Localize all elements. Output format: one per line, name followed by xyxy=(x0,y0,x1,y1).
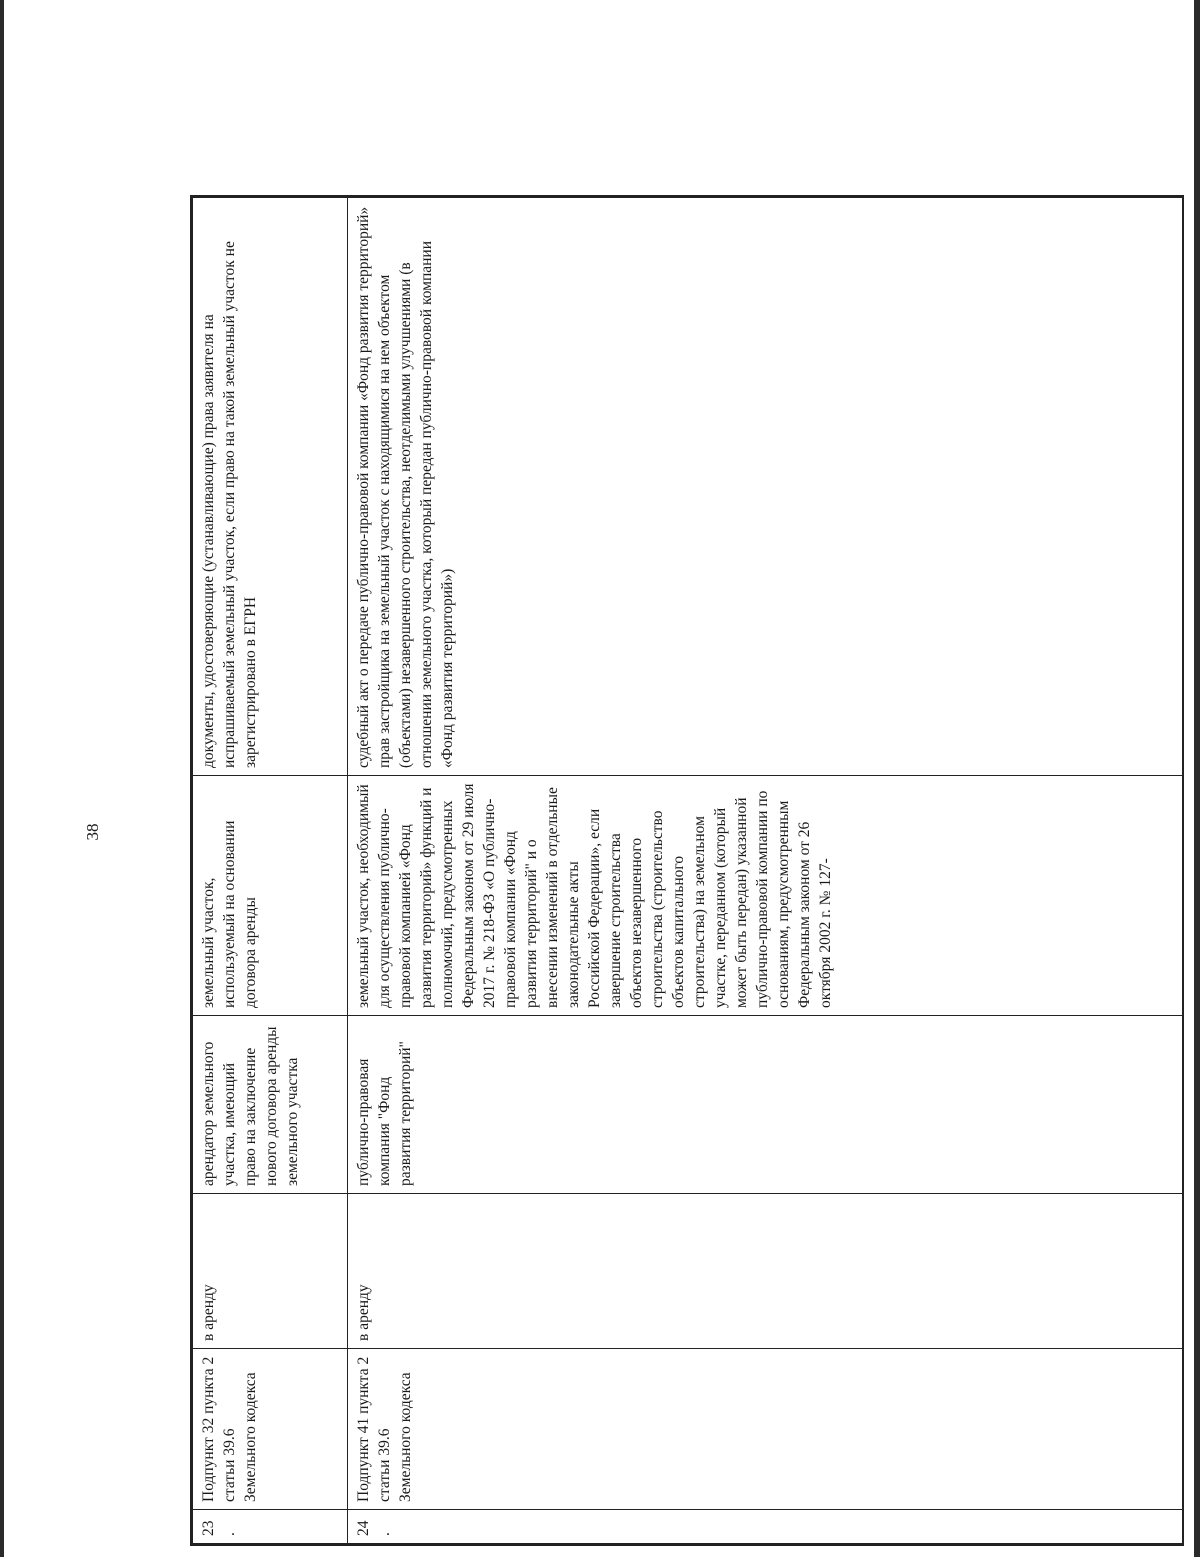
land-plot-provision-table xyxy=(192,197,1183,1544)
legal-basis-cell: Подпункт 32 пункта 2 статьи 39.6 Земельного кодекса xyxy=(193,1349,348,1510)
eligible-person-cell: арендатор земельного участка, имеющий право на заключение нового договора аренды земельного участка xyxy=(193,1016,348,1194)
table-row xyxy=(348,198,1183,1544)
provision-type-cell: в аренду xyxy=(348,1194,1183,1349)
document-table-frame xyxy=(190,195,1184,1546)
land-plot-cell: земельный участок, используемый на основании договора аренды xyxy=(193,776,348,1016)
required-documents-cell: судебный акт о передаче публично-правовой компании «Фонд развития территорий» прав застройщика на земельный участок с находящимися на нем объектом (объектами) незавершенного строительства, неотделимыми улучшениями (в отношении земельного участка, который передан публично-правовой компании «Фонд развития территорий») xyxy=(348,198,1183,776)
page-number: 38 xyxy=(83,823,102,841)
row-number-cell: 23. xyxy=(193,1510,348,1544)
land-plot-cell: земельный участок, необходимый для осуществления публично-правовой компанией «Фонд развития территорий» функций и полномочий, предусмотренных Федеральным законом от 29 июля 2017 г. № 218-ФЗ «О публично-правовой компании «Фонд развития территорий" и о внесении изменений в отдельные законодательные акты Российской Федерации», если завершение строительства объектов незавершенного строительства (строительство объектов капитального строительства) на земельном участке, переданном (который может быть передан) указанной публично-правовой компании по основаниям, предусмотренным Федеральным законом от 26 октября 2002 г. № 127- xyxy=(348,776,1183,1016)
row-number-cell: 24. xyxy=(348,1510,1183,1544)
scan-border-left xyxy=(0,0,4,1557)
required-documents-cell: документы, удостоверяющие (устанавливающие) права заявителя на испрашиваемый земельный участок, если право на такой земельный участок не зарегистрировано в ЕГРН xyxy=(193,198,348,776)
legal-basis-cell: Подпункт 41 пункта 2 статьи 39.6 Земельного кодекса xyxy=(348,1349,1183,1510)
rotated-table-container xyxy=(192,197,1182,1544)
table-row xyxy=(193,198,348,1544)
eligible-person-cell: публично-правовая компания "Фонд развития территорий" xyxy=(348,1016,1183,1194)
provision-type-cell: в аренду xyxy=(193,1194,348,1349)
scan-border-right xyxy=(1194,0,1200,1557)
